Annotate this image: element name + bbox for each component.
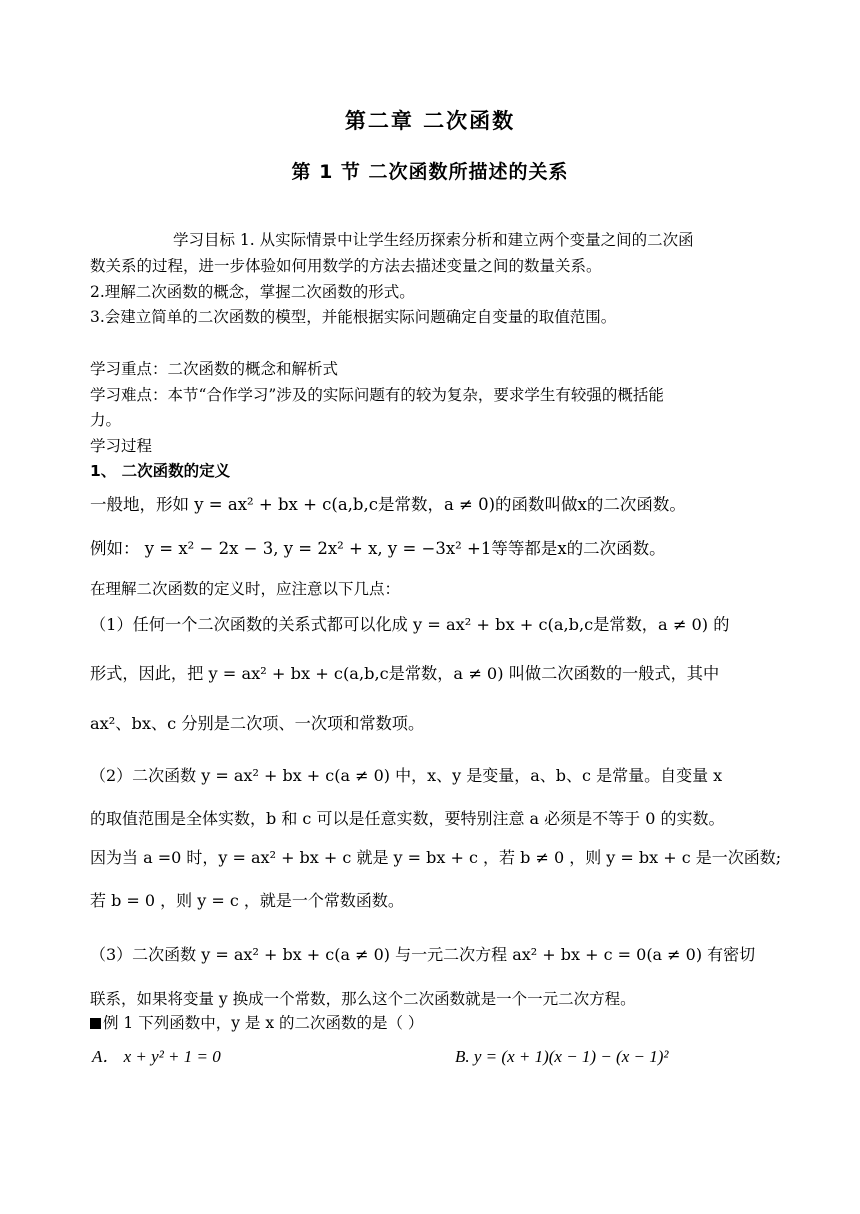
process-heading: 学习过程 <box>90 437 153 455</box>
difficulty-line-1: 学习难点：本节“合作学习”涉及的实际问题有的较为复杂，要求学生有较强的概括能 <box>90 386 664 404</box>
note-1-line-3: ax²、bx、c 分别是二次项、一次项和常数项。 <box>90 714 425 733</box>
definition-heading: 1、 二次函数的定义 <box>90 462 231 480</box>
note-1-line-2: 形式，因此，把 y = ax² + bx + c(a,b,c是常数，a ≠ 0) 叫做二次函数的一般式，其中 <box>90 664 720 683</box>
note-3-line-1: （3）二次函数 y = ax² + bx + c(a ≠ 0) 与一元二次方程 ax² + bx + c = 0(a ≠ 0) 有密切 <box>90 945 756 964</box>
examples-text: 例如： y = x² − 2x − 3, y = 2x² + x, y = −3x² +1等等都是x的二次函数。 <box>90 539 666 558</box>
square-bullet-icon <box>90 1018 101 1029</box>
note-1-line-1: （1）任何一个二次函数的关系式都可以化成 y = ax² + bx + c(a,b,c是常数，a ≠ 0) 的 <box>90 615 730 634</box>
difficulty-line-2: 力。 <box>90 411 122 429</box>
notes-intro: 在理解二次函数的定义时，应注意以下几点： <box>90 580 401 598</box>
objective-line-1: 学习目标 1. 从实际情景中让学生经历探索分析和建立两个变量之间的二次函 <box>173 231 694 249</box>
example-1-text: 例 1 下列函数中，y 是 x 的二次函数的是（ ） <box>103 1014 424 1032</box>
option-b: B. y = (x + 1)(x − 1) − (x − 1)² <box>455 1047 669 1066</box>
definition-text: 一般地，形如 y = ax² + bx + c(a,b,c是常数，a ≠ 0)的函数叫做x的二次函数。 <box>90 495 686 514</box>
objective-item-3: 3.会建立简单的二次函数的模型，并能根据实际问题确定自变量的取值范围。 <box>90 308 617 326</box>
note-3-line-2: 联系，如果将变量 y 换成一个常数，那么这个二次函数就是一个一元二次方程。 <box>90 990 636 1008</box>
chapter-title: 第二章 二次函数 <box>344 109 516 133</box>
option-a: A． x + y² + 1 = 0 <box>92 1047 221 1066</box>
note-2-line-2: 的取值范围是全体实数，b 和 c 可以是任意实数，要特别注意 a 必须是不等于 0 的实数。 <box>90 809 725 828</box>
note-2-line-3: 因为当 a =0 时，y = ax² + bx + c 就是 y = bx + c ，若 b ≠ 0 ，则 y = bx + c 是一次函数; <box>90 848 782 867</box>
note-2-line-1: （2）二次函数 y = ax² + bx + c(a ≠ 0) 中，x、y 是变量，a、b、c 是常量。自变量 x <box>90 766 723 785</box>
example-1-question <box>90 1012 423 1034</box>
objective-line-2: 数关系的过程，进一步体验如何用数学的方法去描述变量之间的数量关系。 <box>90 257 602 275</box>
note-2-line-4: 若 b = 0 ，则 y = c ，就是一个常数函数。 <box>90 891 404 910</box>
objective-item-2: 2.理解二次函数的概念，掌握二次函数的形式。 <box>90 283 415 301</box>
key-point: 学习重点：二次函数的概念和解析式 <box>90 360 339 378</box>
section-title: 第 1 节 二次函数所描述的关系 <box>291 161 569 183</box>
